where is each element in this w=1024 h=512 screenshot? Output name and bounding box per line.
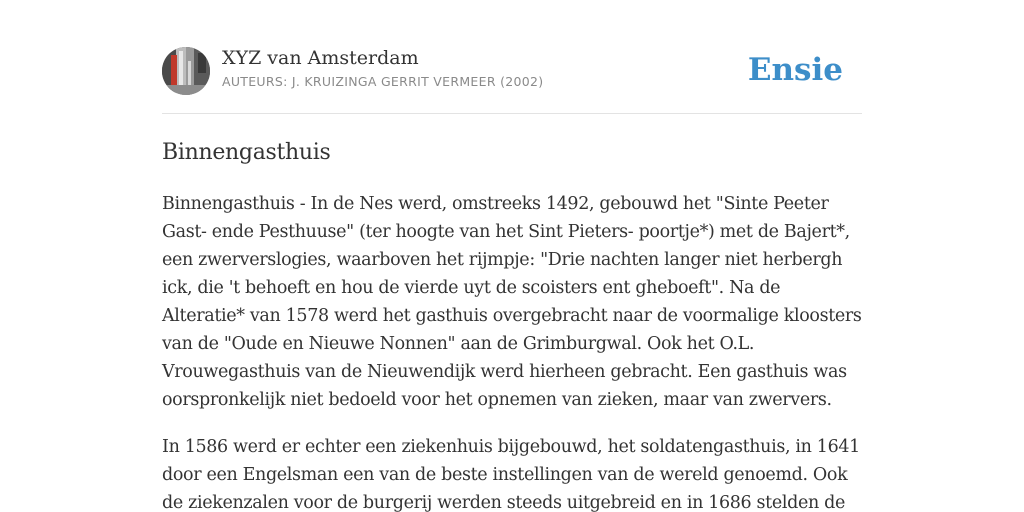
text-line: Binnengasthuis - In de Nes werd, omstreeks 1492, gebouwd het "Sinte Peeter xyxy=(162,194,829,214)
text-line: de ziekenzalen voor de burgerij werden steeds uitgebreid en in 1686 stelden de xyxy=(162,493,845,512)
text-line: Vrouwegasthuis van de Nieuwendijk werd hierheen gebracht. Een gasthuis was xyxy=(162,362,847,382)
book-header xyxy=(162,46,862,96)
text-line: door een Engelsman een van de beste instellingen van de wereld genoemd. Ook xyxy=(162,465,848,485)
text-line: Alteratie* van 1578 werd het gasthuis overgebracht naar de voormalige kloosters xyxy=(162,306,862,326)
book-title[interactable]: XYZ van Amsterdam xyxy=(222,47,419,69)
text-line: ick, die 't behoeft en hou de vierde uyt de scoisters ent gheboeft". Na de xyxy=(162,278,781,298)
brand-logo[interactable]: Ensie xyxy=(747,52,843,88)
book-cover-image xyxy=(162,47,210,95)
text-line: van de "Oude en Nieuwe Nonnen" aan de Grimburgwal. Ook het O.L. xyxy=(162,334,755,354)
book-authors: AUTEURS: J. KRUIZINGA GERRIT VERMEER (2002) xyxy=(222,74,544,89)
text-line: Gast- ende Pesthuuse" (ter hoogte van het Sint Pieters- poortje*) met de Bajert*, xyxy=(162,222,850,242)
entry-paragraph-2 xyxy=(162,433,862,512)
entry-body xyxy=(162,190,862,512)
text-line: oorspronkelijk niet bedoeld voor het opnemen van zieken, maar van zwervers. xyxy=(162,390,832,410)
text-line: In 1586 werd er echter een ziekenhuis bijgebouwd, het soldatengasthuis, in 1641 xyxy=(162,437,860,457)
text-line: een zwerverslogies, waarboven het rijmpje: "Drie nachten langer niet herbergh xyxy=(162,250,843,270)
entry-paragraph-1 xyxy=(162,190,862,414)
entry-title: Binnengasthuis xyxy=(162,140,331,165)
book-cover-avatar[interactable] xyxy=(162,47,210,95)
header-divider xyxy=(162,113,862,114)
